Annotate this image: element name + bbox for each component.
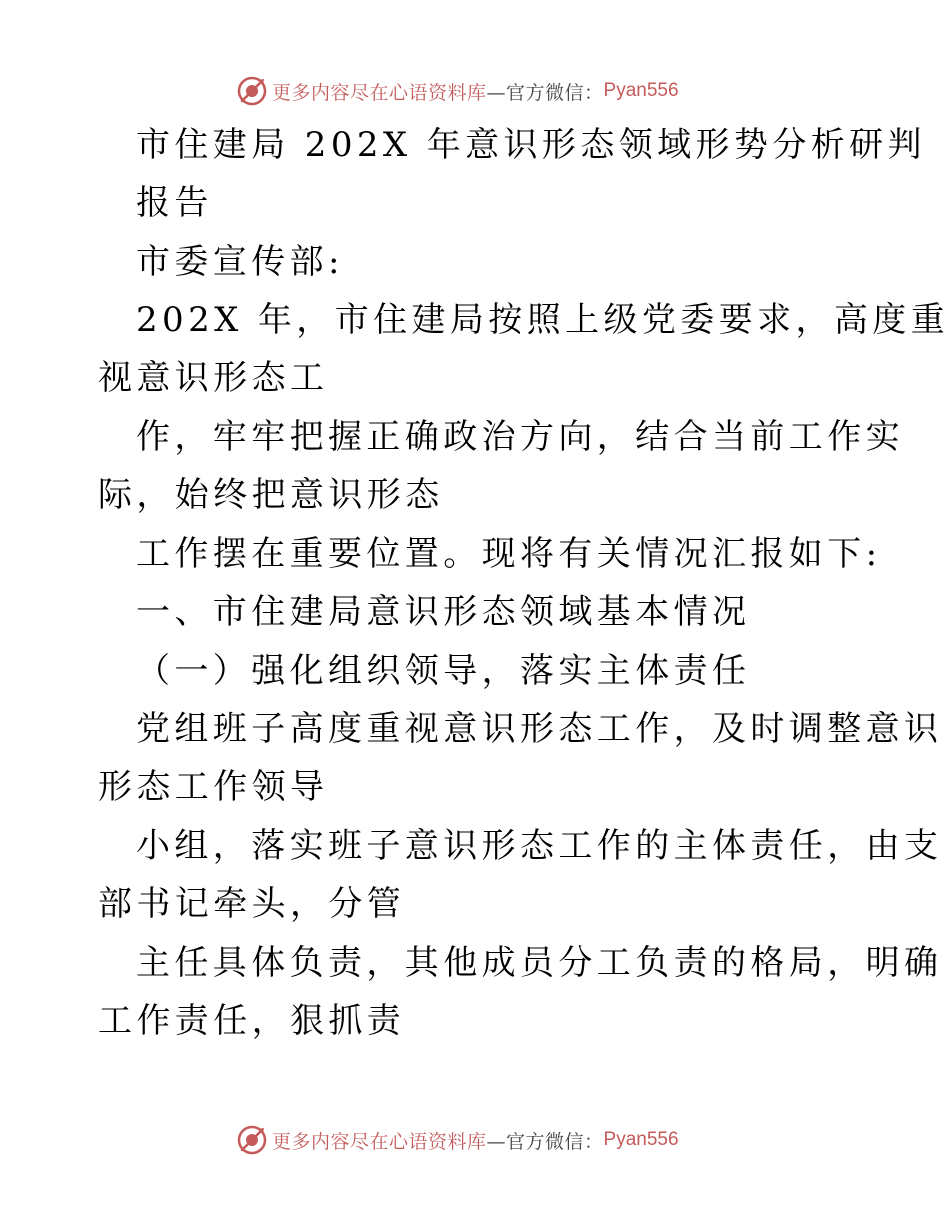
doc-subsection-heading: （一）强化组织领导，落实主体责任 (136, 651, 751, 691)
banner-account: Pyan556 (603, 80, 679, 101)
doc-text-line: 部书记牵头，分管 (98, 884, 406, 924)
doc-text-line: 视意识形态工 (98, 358, 329, 398)
banner-slogan: 更多内容尽在心语资料库 (272, 1130, 487, 1153)
banner-contact-label: —官方微信： (486, 1130, 604, 1153)
doc-text-line: 工作摆在重要位置。现将有关情况汇报如下: (136, 534, 882, 574)
doc-title-line-1: 市住建局 202X 年意识形态领域形势分析研判 (136, 125, 926, 165)
banner-account: Pyan556 (603, 1129, 679, 1150)
doc-text-line: 作，牢牢把握正确政治方向，结合当前工作实 (136, 417, 904, 457)
doc-title-line-2: 报告 (136, 183, 213, 223)
doc-text-line: 工作责任，狠抓责 (98, 1001, 406, 1041)
doc-section-heading: 一、市住建局意识形态领域基本情况 (136, 592, 751, 632)
brand-logo-icon (236, 1124, 268, 1156)
doc-text-line: 小组，落实班子意识形态工作的主体责任，由支 (136, 826, 943, 866)
doc-addressee: 市委宣传部: (136, 242, 344, 282)
doc-text-line: 形态工作领导 (98, 767, 329, 807)
brand-logo-icon (236, 75, 268, 107)
header-banner (236, 74, 679, 108)
banner-slogan: 更多内容尽在心语资料库 (272, 81, 487, 104)
doc-text-line: 党组班子高度重视意识形态工作，及时调整意识 (136, 709, 943, 749)
doc-text-line: 主任具体负责，其他成员分工负责的格局，明确 (136, 943, 943, 983)
doc-text-line: 际，始终把意识形态 (98, 475, 444, 515)
footer-banner (236, 1123, 679, 1157)
doc-text-line: 202X 年，市住建局按照上级党委要求，高度重 (136, 300, 950, 340)
banner-contact-label: —官方微信： (486, 81, 604, 104)
